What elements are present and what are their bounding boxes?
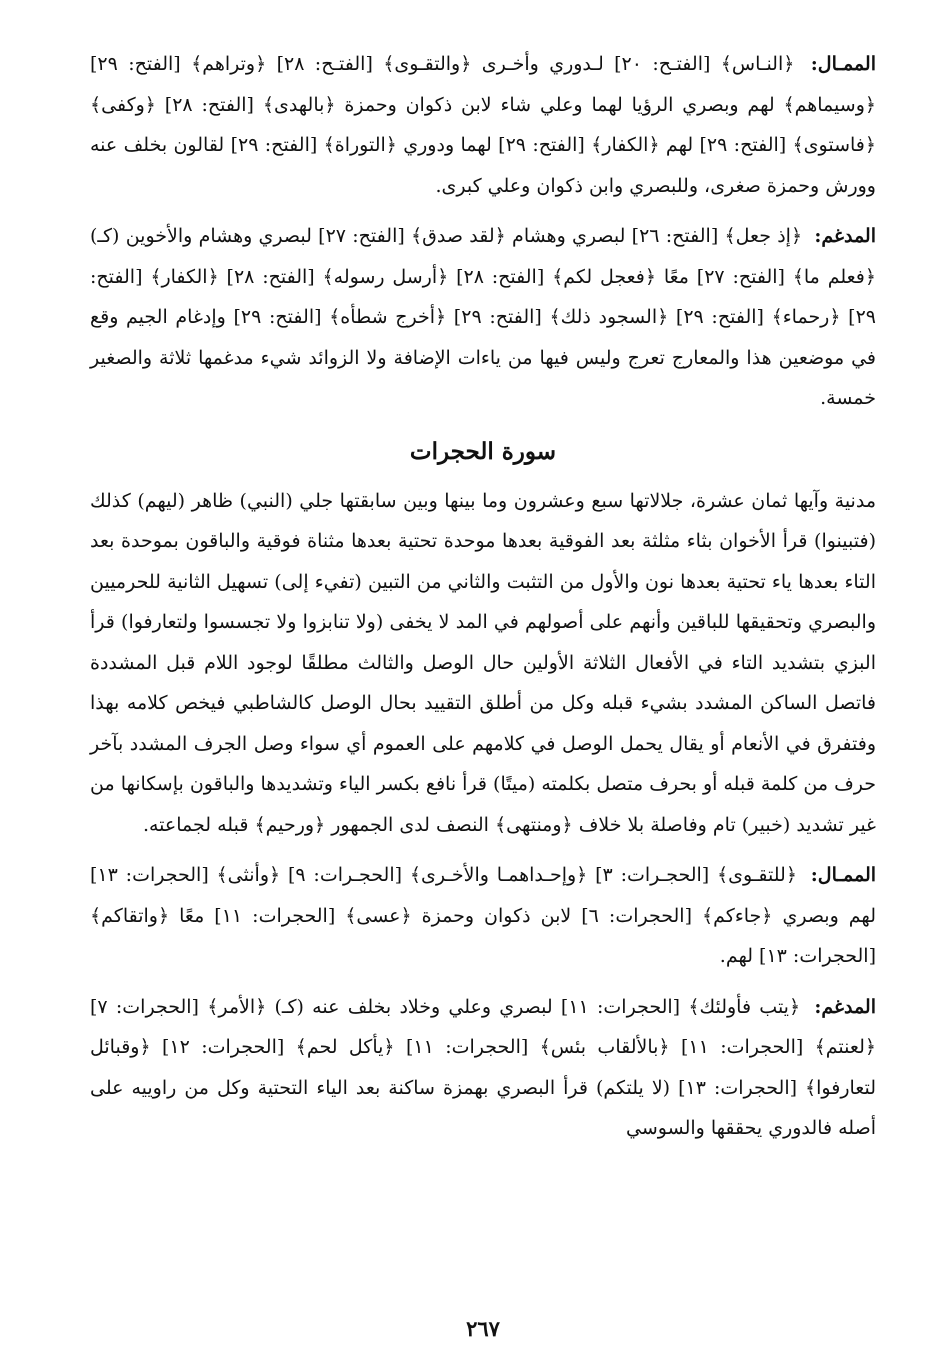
- mudgham-text: ﴿إذ جعل﴾ [الفتح: ٢٦] لبصري وهشام ﴿لقد صدق﴾ [الفتح: ٢٧] لبصري وهشام والأخوين (كـ) ﴿فعلم ما﴾ [الفتح: ٢٧] معًا ﴿فعجل لكم﴾ [الفتح: ٢٨] ﴿أرسل رسوله﴾ [الفتح: ٢٨] ﴿الكفار﴾ [الفتح: ٢٩] ﴿رحماء﴾ [الفتح: ٢٩] ﴿السجود ذلك﴾ [الفتح: ٢٩] ﴿أخرج شطأه﴾ [الفتح: ٢٩] وإدغام الجيم وقع في موضعين هذا والمعارج تعرج وليس فيها من ياءات الإضافة ولا الزوائد شيء مدغمها ثلاثة والصغير خمسة.: [90, 225, 877, 409]
- mumal-paragraph-fath: [90, 44, 876, 206]
- mudgham-text: ﴿يتب فأولئك﴾ [الحجرات: ١١] لبصري وعلي وخلاد بخلف عنه (كـ) ﴿الأمر﴾ [الحجرات: ٧] ﴿لعنتم﴾ [الحجرات: ١١] ﴿بالألقاب بئس﴾ [الحجرات: ١١] ﴿يأكل لحم﴾ [الحجرات: ١٢] ﴿وقبائل لتعارفوا﴾ [الحجرات: ١٣] (لا يلتكم) قرأ البصري بهمزة ساكنة بعد الياء التحتية وكل من راوييه على أصله فالدوري يحققها والسوسي: [90, 995, 876, 1139]
- mumal-heading: الممـال:: [810, 864, 877, 886]
- mumal-text: ﴿النـاس﴾ [الفتـح: ٢٠] لـدوري وأخـرى ﴿والتقـوى﴾ [الفتـح: ٢٨] ﴿وتراهم﴾ [الفتح: ٢٩] ﴿وسيماهم﴾ لهم وبصري الرؤيا لهما وعلي شاء لابن ذكوان وحمزة ﴿بالهدى﴾ [الفتح: ٢٨] ﴿وكفى﴾ ﴿فاستوى﴾ [الفتح: ٢٩] لهم ﴿الكفار﴾ [الفتح: ٢٩] لهما ودوري ﴿التوراة﴾ [الفتح: ٢٩] لقالون بخلف عنه وورش وحمزة صغرى، وللبصري وابن ذكوان وعلي كبرى.: [90, 53, 877, 197]
- surah-intro-paragraph: [90, 481, 876, 846]
- mudgham-heading: المدغم:: [814, 995, 876, 1018]
- surah-title: سورة الحجرات: [409, 437, 557, 465]
- mudgham-paragraph-fath: [90, 216, 876, 419]
- book-page: [90, 44, 876, 1339]
- mudgham-heading: المدغم:: [814, 225, 876, 247]
- mumal-heading: الممـال:: [810, 53, 876, 75]
- surah-intro-text: مدنية وآيها ثمان عشرة، جلالاتها سبع وعشرون وما بينها وبين سابقتها جلي (النبي) ظاهر (ليهم) كذلك (فتبينوا) قرأ الأخوان بثاء مثلثة بعد الفوقية بعدها موحدة تحتية بعدها مثناة فوقية والباقون بموحدة بعد التاء بعدها ياء تحتية بعدها نون والأول من التثبت والثاني من التبين (تفيء إلى) تسهيل الثانية للحرميين والبصري وتحقيقها للباقين وأنهم على أصولهم في المد لا يخفى (ولا تنابزوا ولا تجسسوا ولتعارفوا) قرأ البزي بتشديد التاء في الأفعال الثلاثة الأولين حال الوصل والثالث مطلقًا لوجود اللام قبل المشددة فاتصل الساكن المشدد بشيء قبله وكل من أطلق التقييد بحال الوصل كالشاطبي فيخص كلامه بهذا وفتفرق في الأنعام أو يقال يحمل الوصل في كلامهم على العموم أي سواء وصل الجرف المشدد بآخر حرف من كلمة قبله أو بحرف متصل بكلمته (ميتًا) قرأ نافع بكسر الياء وتشديدها والباقون بإسكانها من غير تشديد (خبير) تام وفاصلة بلا خلاف ﴿ومنتهى﴾ النصف لدى الجمهور ﴿ورحيم﴾ قبله لجماعته.: [90, 489, 876, 836]
- mumal-paragraph-hujurat: [90, 855, 876, 977]
- mudgham-paragraph-hujurat: [90, 987, 876, 1149]
- mumal-text: ﴿للتقـوى﴾ [الحجـرات: ٣] ﴿وإحـداهمـا والأخـرى﴾ [الحجـرات: ٩] ﴿وأنثى﴾ [الحجرات: ١٣] لهم وبصري ﴿جاءكم﴾ [الحجرات: ٦] لابن ذكوان وحمزة ﴿عسى﴾ [الحجرات: ١١] معًا ﴿واتقاكم﴾ [الحجرات: ١٣] لهم.: [90, 864, 876, 967]
- page-number: ٢٦٧: [466, 1316, 500, 1341]
